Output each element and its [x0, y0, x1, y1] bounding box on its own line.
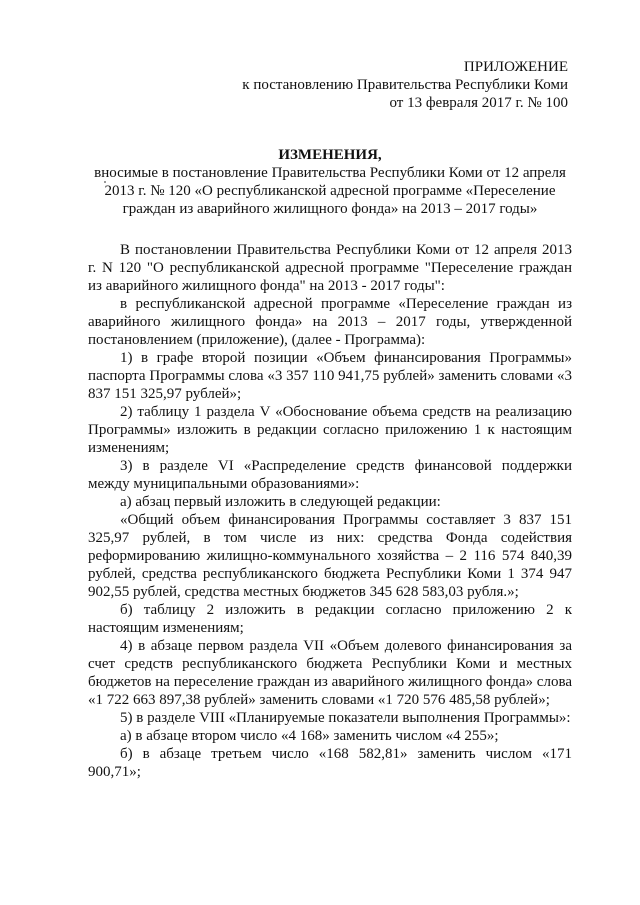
title-line-3: граждан из аварийного жилищного фонда» на 2013 – 2017 годы»: [122, 201, 538, 217]
appendix-header: [242, 58, 568, 112]
paragraph-preamble: В постановлении Правительства Республики Коми от 12 апреля 2013 г. N 120 "О республиканской адресной программе "Переселение граждан из аварийного жилищного фонда" на 2013 - 2017 годы":: [88, 242, 572, 294]
paragraph-item-3: 3) в разделе VI «Распределение средств финансовой поддержки между муниципальными образованиями»:: [88, 458, 572, 492]
paragraph-item-3b: б) таблицу 2 изложить в редакции согласно приложению 2 к настоящим изменениям;: [88, 602, 572, 636]
document-body: [88, 241, 572, 781]
appendix-label: ПРИЛОЖЕНИЕ: [463, 59, 568, 75]
paragraph-program: в республиканской адресной программе «Переселение граждан из аварийного жилищного фонда» на 2013 – 2017 годы, утвержденной постановлением (приложение), (далее - Программа):: [88, 296, 572, 348]
paragraph-item-4: 4) в абзаце первом раздела VII «Объем долевого финансирования за счет средств республиканского бюджета Республики Коми и местных бюджетов на переселение граждан из аварийного жилищного фонда» слова «1 722 663 897,38 рублей» заменить словами «1 720 576 485,58 рублей»;: [88, 638, 572, 708]
paragraph-item-2: 2) таблицу 1 раздела V «Обоснование объема средств на реализацию Программы» изложить в редакции согласно приложению 1 к настоящим изменениям;: [88, 404, 572, 456]
paragraph-item-1: 1) в графе второй позиции «Объем финансирования Программы» паспорта Программы слова «3 357 110 941,75 рублей» заменить словами «3 837 151 325,97 рублей»;: [88, 350, 572, 402]
paragraph-item-3a: а) абзац первый изложить в следующей редакции:: [120, 494, 441, 510]
paragraph-item-5a: а) в абзаце втором число «4 168» заменить числом «4 255»;: [120, 728, 499, 744]
appendix-reference: к постановлению Правительства Республики Коми: [242, 77, 568, 93]
title-line-1: вносимые в постановление Правительства Республики Коми от 12 апреля: [94, 165, 566, 181]
appendix-date: от 13 февраля 2017 г. № 100: [389, 95, 568, 111]
title-line-2: 2013 г. № 120 «О республиканской адресной программе «Переселение: [104, 183, 556, 199]
paragraph-item-5b: б) в абзаце третьем число «168 582,81» заменить числом «171 900,71»;: [88, 746, 572, 780]
paragraph-quote: «Общий объем финансирования Программы составляет 3 837 151 325,97 рублей, в том числе из них: средства Фонда содействия реформированию жилищно-коммунального хозяйства – 2 116 574 840,39 рублей, средства республиканского бюджета Республики Коми 1 374 947 902,55 рублей, средства местных бюджетов 345 628 583,03 рубля.»;: [88, 512, 572, 600]
paragraph-item-5: 5) в разделе VIII «Планируемые показатели выполнения Программы»:: [120, 710, 571, 726]
title-heading: ИЗМЕНЕНИЯ,: [278, 147, 382, 163]
document-title: [90, 146, 570, 218]
